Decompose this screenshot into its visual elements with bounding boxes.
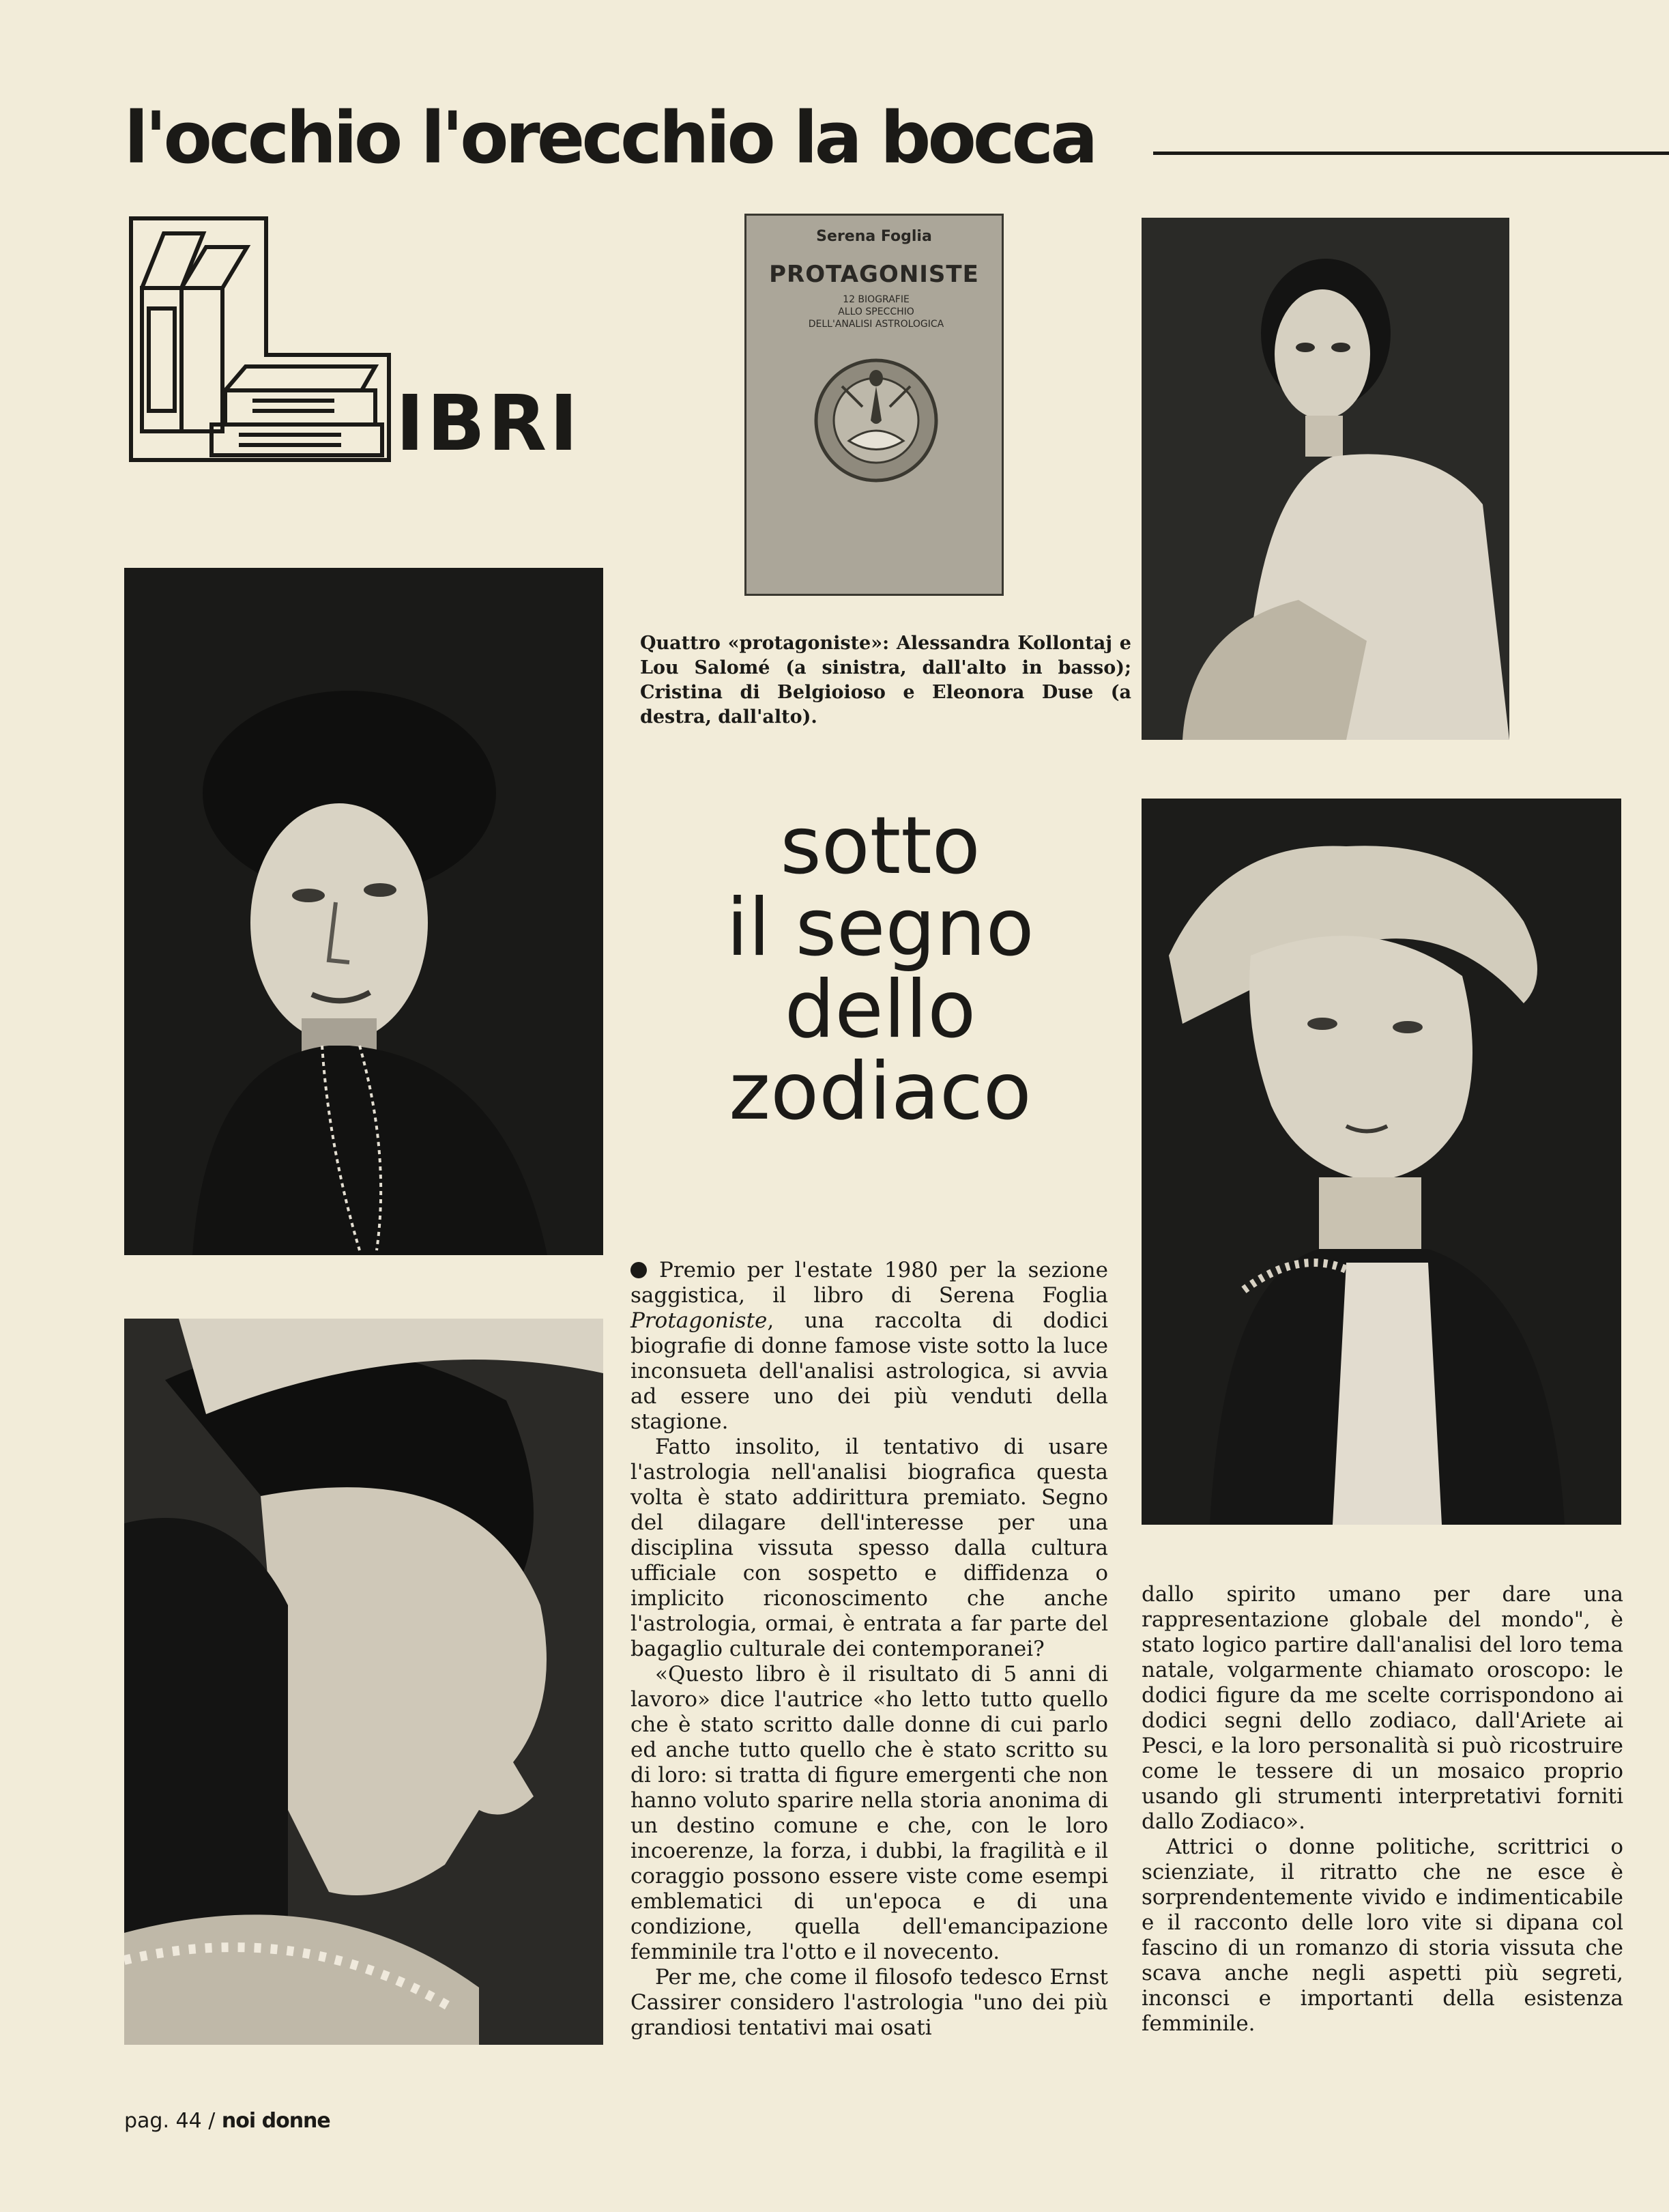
page-footer: [124, 2109, 330, 2133]
article-column-middle: [630, 1258, 1108, 2041]
portrait-photo-duse: [1142, 799, 1621, 1525]
headline-line: zodiaco: [729, 1046, 1032, 1138]
footer-separator: /: [208, 2109, 216, 2133]
article-paragraph: Fatto insolito, il tentativo di usare l'astrologia nell'analisi biografica questa volta è stato addirittura premiato. Segno del dilagare dell'interesse per una disciplina vissuta spesso dalla cultura ufficiale con sospetto e diffidenza o implicito riconoscimento che anche l'astrologia, ormai, è entrata a far parte del bagaglio culturale dei contemporanei?: [630, 1435, 1108, 1661]
book-subtitle-line: 12 BIOGRAFIE: [843, 294, 910, 305]
portrait-photo-salome: [124, 1319, 603, 2045]
book-cover: [744, 214, 1004, 596]
header-rule: [1153, 152, 1669, 155]
article-paragraph: dallo spirito umano per dare una rappresentazione globale del mondo", è stato logico partire dall'analisi del loro tema natale, volgarmente chiamato oroscopo: le dodici figure da me scelte corrispondono ai dodici segni dello zodiaco, dall'Ariete ai Pesci, e la loro personalità si può ricostruire come le tessere di un mosaico proprio usando gli strumenti interpretativi forniti dallo Zodiaco».: [1142, 1582, 1623, 1834]
book-author: Serena Foglia: [816, 228, 932, 245]
headline-line: sotto: [780, 800, 981, 892]
mermaid-emblem-icon: [801, 339, 951, 489]
headline-line: il segno: [726, 882, 1034, 974]
headline-line: dello: [784, 964, 976, 1056]
section-header-title: l'occhio l'orecchio la bocca: [124, 96, 1095, 179]
book-title-reference: Protagoniste: [630, 1308, 768, 1333]
article-paragraph: Attrici o donne politiche, scrittrici o scienziate, il ritratto che ne esce è sorprendentemente vivido e indimenticabile e il racconto delle loro vite si dipana col fascino di un romanzo di storia vissuta che scava anche negli aspetti più segreti, inconsci e importanti della esistenza femminile.: [1142, 1835, 1623, 2036]
book-title: PROTAGONISTE: [769, 261, 979, 288]
portrait-photo-belgioioso: [1142, 218, 1509, 740]
article-paragraph: Premio per l'estate 1980 per la sezione saggistica, il libro di Serena Foglia Protagoniste, una raccolta di dodici biografie di donne famose viste sotto la luce inconsueta dell'analisi astrologica, si avvia ad essere uno dei più venduti della stagione.: [630, 1258, 1108, 1434]
article-column-right: [1142, 1582, 1623, 2037]
portrait-photo-kollontaj: [124, 568, 603, 1255]
section-label-libri: IBRI: [396, 379, 581, 468]
book-subtitle-line: DELL'ANALISI ASTROLOGICA: [808, 319, 944, 330]
bullet-icon: [630, 1262, 647, 1278]
article-paragraph: Per me, che come il filosofo tedesco Ernst Cassirer considero l'astrologia "uno dei più grandiosi tentativi mai osati: [630, 1965, 1108, 2040]
magazine-name: noi donne: [221, 2109, 330, 2133]
article-headline: [628, 800, 1133, 1138]
article-paragraph: «Questo libro è il risultato di 5 anni di lavoro» dice l'autrice «ho letto tutto quello che è stato scritto dalle donne di cui parlo ed anche tutto quello che è stato scritto su di loro: si tratta di figure emergenti che non hanno voluto sparire nella storia anonima di un destino comune e che, con le loro incoerenze, la forza, i dubbi, la fragilità e il coraggio possono essere viste come esempi emblematici di un'epoca e di una condizione, quella dell'emancipazione femminile tra l'otto e il novecento.: [630, 1662, 1108, 1964]
book-subtitle: [794, 293, 958, 330]
page-number: pag. 44: [124, 2109, 202, 2133]
photo-caption: Quattro «protagoniste»: Alessandra Kollontaj e Lou Salomé (a sinistra, dall'alto in basso); Cristina di Belgioioso e Eleonora Duse (a destra, dall'alto).: [640, 633, 1131, 728]
book-subtitle-line: ALLO SPECCHIO: [838, 306, 914, 317]
